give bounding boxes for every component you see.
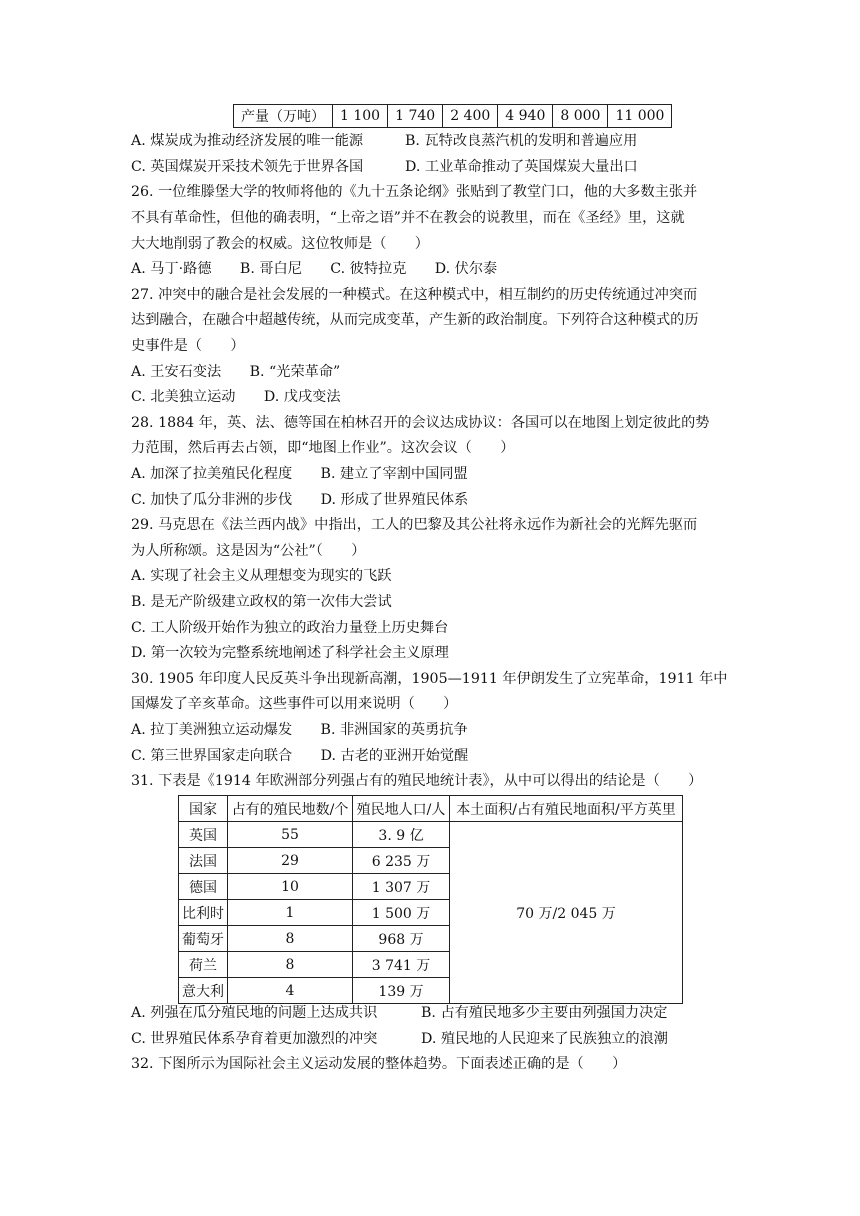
- q30-stem-line-1: 30. 1905 年印度人民反英斗争出现新高潮，1905—1911 年伊朗发生了立宪革命，1911 年中: [131, 671, 728, 687]
- q29-stem-line-2: 为人所称颂。这是因为“公社”（ ）: [131, 543, 366, 559]
- population-cell: 6 235 万: [353, 848, 450, 874]
- table-row: [179, 822, 683, 848]
- q29-option-b: B. 是无产阶级建立政权的第一次伟大尝试: [131, 594, 392, 610]
- q27-options-cd: C. 北美独立运动 D. 戊戌变法: [131, 389, 341, 405]
- q29-option-d: D. 第一次较为完整系统地阐述了科学社会主义原理: [131, 645, 449, 661]
- q31-option-a: A. 列强在瓜分殖民地的问题上达成共识: [131, 1005, 378, 1021]
- population-cell: 3. 9 亿: [353, 822, 450, 848]
- q32-stem: 32. 下图所示为国际社会主义运动发展的整体趋势。下面表述正确的是（ ）: [131, 1056, 627, 1072]
- q26-options: A. 马丁·路德 B. 哥白尼 C. 彼特拉克 D. 伏尔泰: [131, 261, 498, 277]
- country-cell: 意大利: [179, 978, 228, 1004]
- q27-stem-line-1: 27. 冲突中的融合是社会发展的一种模式。在这种模式中，相互制约的历史传统通过冲突而: [131, 287, 698, 303]
- q25-option-b: B. 瓦特改良蒸汽机的发明和普遍应用: [405, 133, 638, 149]
- population-cell: 139 万: [353, 978, 450, 1004]
- column-header: 殖民地人口/人: [353, 796, 450, 822]
- country-cell: 荷兰: [179, 952, 228, 978]
- column-header: 占有的殖民地数/个: [228, 796, 353, 822]
- colony-count-cell: 10: [228, 874, 353, 900]
- colony-count-cell: 29: [228, 848, 353, 874]
- row-label: 产量（万吨）: [234, 105, 333, 128]
- population-cell: 1 500 万: [353, 900, 450, 926]
- colony-count-cell: 55: [228, 822, 353, 848]
- table-cell: 1 740: [388, 105, 443, 128]
- colony-statistics-table: [178, 795, 683, 1004]
- q29-stem-line-1: 29. 马克思在《法兰西内战》中指出，工人的巴黎及其公社将永远作为新社会的光辉先驱而: [131, 517, 698, 533]
- q30-options-cd: C. 第三世界国家走向联合 D. 古老的亚洲开始觉醒: [131, 748, 469, 764]
- q31-stem: 31. 下表是《1914 年欧洲部分列强占有的殖民地统计表》，从中可以得出的结论是（ ）: [131, 773, 703, 789]
- q28-options-cd: C. 加快了瓜分非洲的步伐 D. 形成了世界殖民体系: [131, 492, 469, 508]
- population-cell: 3 741 万: [353, 952, 450, 978]
- country-cell: 德国: [179, 874, 228, 900]
- area-merged-cell: 70 万/2 045 万: [450, 822, 683, 1004]
- q26-stem-line-2: 不具有革命性，但他的确表明，“上帝之语”并不在教会的说教里，而在《圣经》里，这就: [131, 210, 685, 226]
- q28-options-ab: A. 加深了拉美殖民化程度 B. 建立了宰割中国同盟: [131, 466, 468, 482]
- q26-stem-line-1: 26. 一位维滕堡大学的牧师将他的《九十五条论纲》张贴到了教堂门口，他的大多数主张并: [131, 184, 698, 200]
- colony-count-cell: 4: [228, 978, 353, 1004]
- q25-option-a: A. 煤炭成为推动经济发展的唯一能源: [131, 133, 364, 149]
- q27-stem-line-3: 史事件是（ ）: [131, 338, 245, 354]
- table-cell: 2 400: [443, 105, 498, 128]
- q27-stem-line-2: 达到融合，在融合中超越传统，从而完成变革，产生新的政治制度。下列符合这种模式的历: [131, 312, 699, 328]
- q25-option-d: D. 工业革命推动了英国煤炭大量出口: [405, 159, 638, 175]
- q28-stem-line-2: 力范围，然后再去占领，即“地图上作业”。这次会议（ ）: [131, 440, 515, 456]
- country-cell: 法国: [179, 848, 228, 874]
- column-header: 国家: [179, 796, 228, 822]
- q29-option-a: A. 实现了社会主义从理想变为现实的飞跃: [131, 568, 392, 584]
- q31-option-b: B. 占有殖民地多少主要由列强国力决定: [421, 1005, 668, 1021]
- table-row: [234, 105, 672, 128]
- table-cell: 11 000: [608, 105, 672, 128]
- colony-count-cell: 8: [228, 952, 353, 978]
- q27-options-ab: A. 王安石变法 B. “光荣革命”: [131, 364, 341, 380]
- q31-option-d: D. 殖民地的人民迎来了民族独立的浪潮: [421, 1031, 668, 1047]
- country-cell: 英国: [179, 822, 228, 848]
- coal-production-table: [233, 104, 672, 128]
- q30-stem-line-2: 国爆发了辛亥革命。这些事件可以用来说明（ ）: [131, 696, 458, 712]
- q26-stem-line-3: 大大地削弱了教会的权威。这位牧师是（ ）: [131, 236, 429, 252]
- table-cell: 4 940: [498, 105, 553, 128]
- column-header: 本土面积/占有殖民地面积/平方英里: [450, 796, 683, 822]
- colony-count-cell: 8: [228, 926, 353, 952]
- q31-option-c: C. 世界殖民体系孕育着更加激烈的冲突: [131, 1031, 378, 1047]
- table-cell: 8 000: [553, 105, 608, 128]
- country-cell: 比利时: [179, 900, 228, 926]
- colony-count-cell: 1: [228, 900, 353, 926]
- table-header-row: [179, 796, 683, 822]
- q28-stem-line-1: 28. 1884 年，英、法、德等国在柏林召开的会议达成协议：各国可以在地图上划定彼此的势: [131, 415, 710, 431]
- q25-option-c: C. 英国煤炭开采技术领先于世界各国: [131, 159, 364, 175]
- population-cell: 1 307 万: [353, 874, 450, 900]
- country-cell: 葡萄牙: [179, 926, 228, 952]
- population-cell: 968 万: [353, 926, 450, 952]
- q29-option-c: C. 工人阶级开始作为独立的政治力量登上历史舞台: [131, 620, 449, 636]
- q30-options-ab: A. 拉丁美洲独立运动爆发 B. 非洲国家的英勇抗争: [131, 722, 468, 738]
- table-cell: 1 100: [333, 105, 388, 128]
